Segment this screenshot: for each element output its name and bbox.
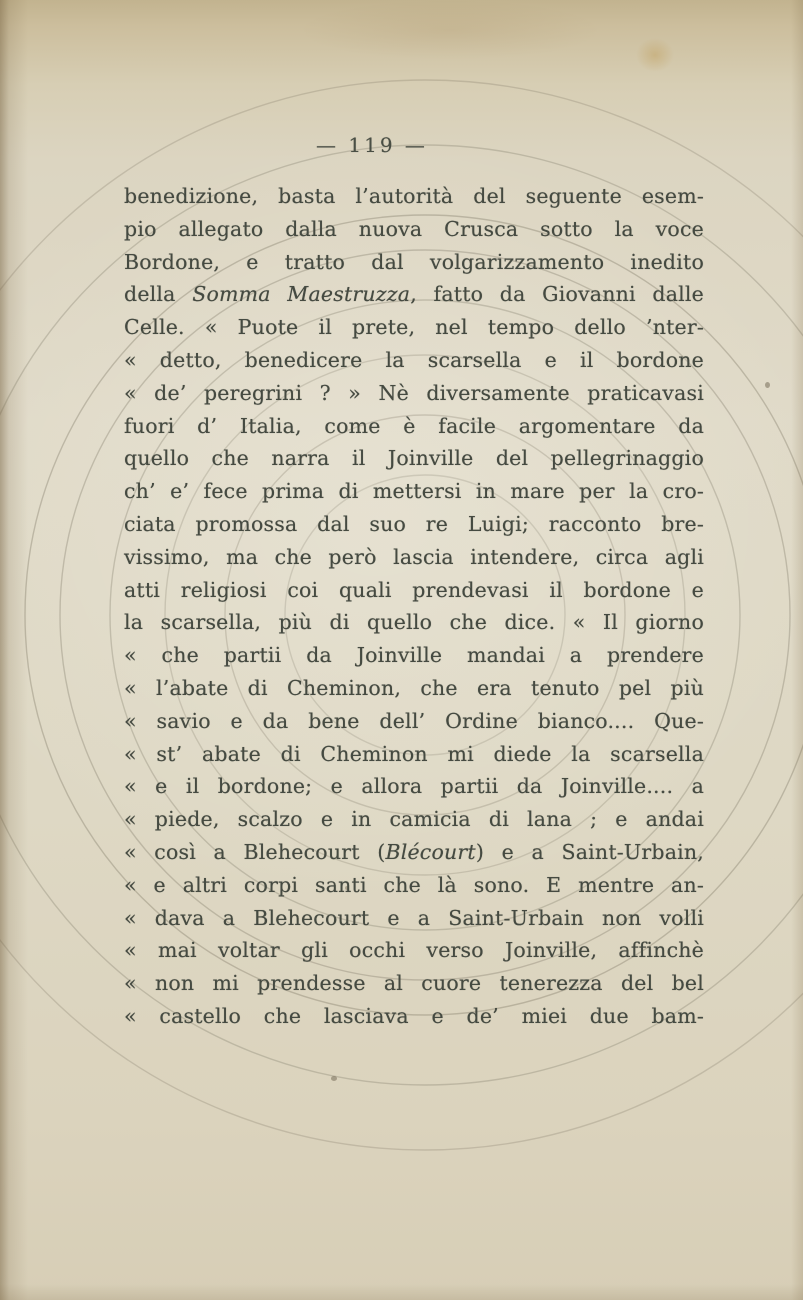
paper-speck	[331, 1076, 337, 1081]
text-line: « st’ abate di Cheminon mi diede la scarsella	[124, 741, 704, 766]
text-line: « e altri corpi santi che là sono. E mentre an-	[124, 872, 704, 897]
text-line: « detto, benedicere la scarsella e il bordone	[124, 347, 704, 372]
text-line: « non mi prendesse al cuore tenerezza del bel	[124, 971, 704, 996]
text-line: Celle. « Puote il prete, nel tempo dello ’nter-	[124, 315, 704, 340]
page-number: — 119 —	[316, 133, 428, 157]
text-line: « piede, scalzo e in camicia di lana ; e andai	[124, 807, 704, 832]
paper-speck	[765, 382, 770, 388]
text-line: « castello che lasciava e de’ miei due bam-	[124, 1003, 704, 1028]
text-line: « dava a Blehecourt e a Saint-Urbain non volli	[124, 905, 704, 930]
text-line: vissimo, ma che però lascia intendere, circa agli	[124, 544, 704, 569]
body-text	[124, 180, 704, 1033]
text-line: quello che narra il Joinville del pellegrinaggio	[124, 446, 704, 471]
page-bottom-edge	[0, 1284, 803, 1300]
text-line: « savio e da bene dell’ Ordine bianco.... Que-	[124, 708, 704, 733]
paper-stain-top	[300, 0, 600, 60]
text-line: Bordone, e tratto dal volgarizzamento inedito	[124, 249, 704, 274]
text-line: della Somma Maestruzza, fatto da Giovanni dalle	[124, 282, 704, 307]
text-line: pio allegato dalla nuova Crusca sotto la voce	[124, 216, 704, 241]
text-line: « così a Blehecourt (Blécourt) e a Saint-Urbain,	[124, 839, 704, 864]
page-right-edge	[791, 0, 803, 1300]
text-line: ciata promossa dal suo re Luigi; racconto bre-	[124, 511, 704, 536]
text-line: atti religiosi coi quali prendevasi il bordone e	[124, 577, 704, 602]
text-line: fuori d’ Italia, come è facile argomentare da	[124, 413, 704, 438]
page-gutter-edge	[0, 0, 28, 1300]
text-line: « l’abate di Cheminon, che era tenuto pel più	[124, 675, 704, 700]
text-line: « de’ peregrini ? » Nè diversamente praticavasi	[124, 380, 704, 405]
text-line: « e il bordone; e allora partii da Joinville.... a	[124, 774, 704, 799]
text-line: « che partii da Joinville mandai a prendere	[124, 643, 704, 668]
text-line: benedizione, basta l’autorità del seguente esem-	[124, 184, 704, 208]
paper-stain-yellow	[636, 38, 674, 72]
text-line: la scarsella, più di quello che dice. « Il giorno	[124, 610, 704, 635]
text-line: ch’ e’ fece prima di mettersi in mare per la cro-	[124, 479, 704, 504]
text-line: « mai voltar gli occhi verso Joinville, affinchè	[124, 938, 704, 963]
